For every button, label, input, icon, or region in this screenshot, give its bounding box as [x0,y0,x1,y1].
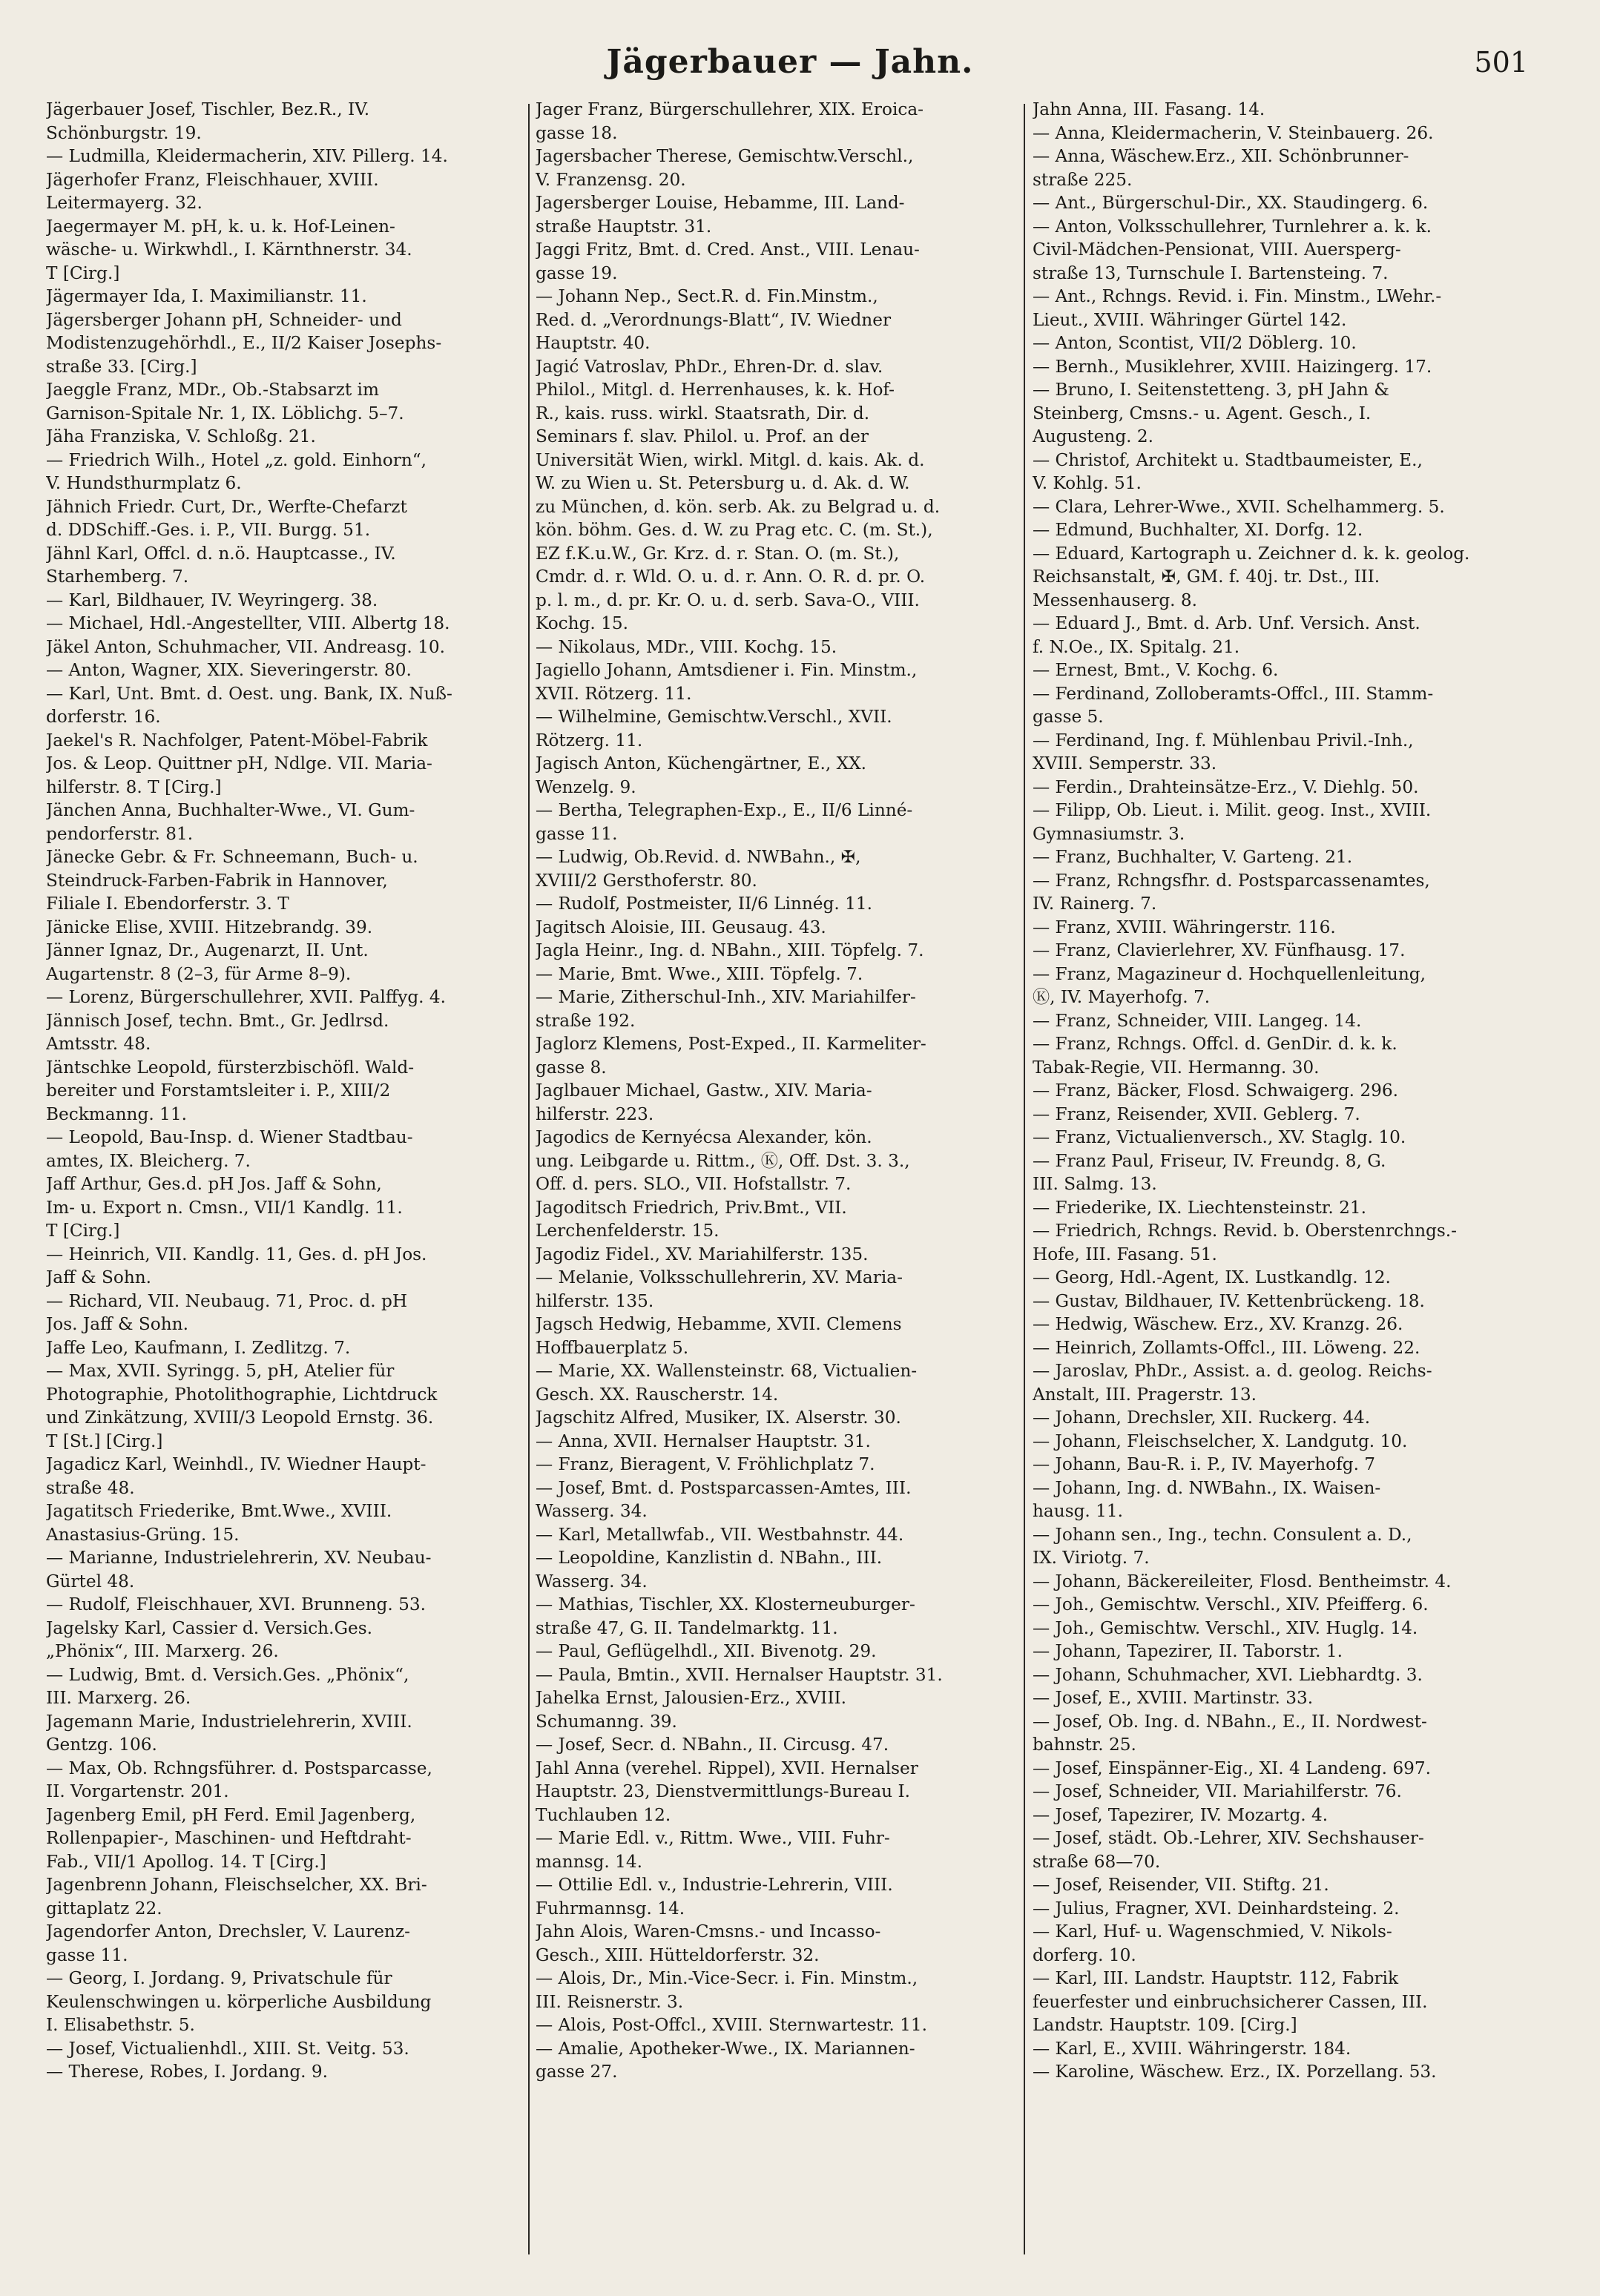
directory-line: Wenzelg. 9. [536,776,636,797]
directory-line: — Bruno, I. Seitenstetteng. 3, pH Jahn & [1033,380,1389,400]
directory-line: T [Cirg.] [46,1221,120,1241]
directory-line: — Franz, Rchngsfhr. d. Postsparcassenamtes, [1033,870,1430,891]
directory-line: Jager Franz, Bürgerschullehrer, XIX. Eroica- [536,99,924,119]
directory-line: Jäkel Anton, Schuhmacher, VII. Andreasg. 10. [46,636,446,657]
directory-line: — Josef, Ob. Ing. d. NBahn., E., II. Nordwest- [1033,1711,1427,1732]
directory-line: — Richard, VII. Neubaug. 71, Proc. d. pH [46,1290,408,1311]
directory-line: — Max, XVII. Syringg. 5, pH, Atelier für [46,1361,395,1381]
directory-line: — Franz, Victualienversch., XV. Staglg. 10. [1033,1127,1406,1147]
directory-line: Im- u. Export n. Cmsn., VII/1 Kandlg. 11. [46,1197,403,1218]
directory-line: III. Reisnerstr. 3. [536,1991,684,2012]
directory-line: Anstalt, III. Pragerstr. 13. [1033,1384,1257,1405]
column-divider [1024,104,1025,2254]
directory-line: Jagendorfer Anton, Drechsler, V. Laurenz- [46,1921,410,1942]
directory-line: Leitermayerg. 32. [46,193,203,213]
directory-line: — Georg, Hdl.-Agent, IX. Lustkandlg. 12. [1033,1267,1391,1287]
directory-line: Jaff & Sohn. [46,1267,152,1287]
directory-line: — Ludwig, Bmt. d. Versich.Ges. „Phönix“, [46,1664,409,1685]
directory-line: — Ferdin., Drahteinsätze-Erz., V. Diehlg. 50. [1033,776,1419,797]
directory-line: Hofe, III. Fasang. 51. [1033,1244,1217,1264]
directory-line: Civil-Mädchen-Pensionat, VIII. Auersperg- [1033,240,1401,260]
directory-line: Jaeggle Franz, MDr., Ob.-Stabsarzt im [46,380,379,400]
directory-line: — Friederike, IX. Liechtensteinstr. 21. [1033,1197,1366,1218]
directory-line: — Heinrich, VII. Kandlg. 11, Ges. d. pH Jos. [46,1244,427,1264]
directory-line: — Karl, Metallwfab., VII. Westbahnstr. 44. [536,1524,904,1545]
directory-line: — Friedrich, Rchngs. Revid. b. Oberstenrchngs.- [1033,1221,1457,1241]
directory-line: — Franz, Magazineur d. Hochquellenleitung, [1033,963,1426,984]
directory-line: Jänecke Gebr. & Fr. Schneemann, Buch- u. [46,847,418,867]
directory-line: dorferg. 10. [1033,1944,1136,1965]
directory-line: Seminars f. slav. Philol. u. Prof. an der [536,426,869,446]
directory-line: Jänchen Anna, Buchhalter-Wwe., VI. Gum- [46,800,415,820]
directory-line: W. zu Wien u. St. Petersburg u. d. Ak. d. W. [536,473,910,493]
directory-line: dorferstr. 16. [46,707,161,727]
directory-line: amtes, IX. Bleicherg. 7. [46,1150,251,1171]
directory-line: IV. Rainerg. 7. [1033,894,1157,914]
directory-line: kön. böhm. Ges. d. W. zu Prag etc. C. (m. St.), [536,520,933,540]
directory-line: — Eduard, Kartograph u. Zeichner d. k. k. geolog. [1033,543,1470,564]
directory-line: Jägersberger Johann pH, Schneider- und [46,309,402,330]
directory-line: — Marie, XX. Wallensteinstr. 68, Victualien- [536,1361,918,1381]
directory-line: — Alois, Post-Offcl., XVIII. Sternwartestr. 11. [536,2015,927,2035]
directory-line: Augusteng. 2. [1033,426,1154,446]
directory-line: Jagschitz Alfred, Musiker, IX. Alserstr. 30. [536,1408,901,1428]
directory-line: hausg. 11. [1033,1501,1124,1521]
directory-line: — Josef, Schneider, VII. Mariahilferstr. 76. [1033,1781,1402,1801]
directory-line: Jagoditsch Friedrich, Priv.Bmt., VII. [536,1197,847,1218]
directory-line: Jägermayer Ida, I. Maximilianstr. 11. [46,286,367,306]
directory-line: feuerfester und einbruchsicherer Cassen, III. [1033,1991,1428,2012]
directory-line: — Karl, Unt. Bmt. d. Oest. ung. Bank, IX. Nuß- [46,683,452,704]
directory-line: — Eduard J., Bmt. d. Arb. Unf. Versich. Anst. [1033,613,1420,633]
directory-line: — Karl, Bildhauer, IV. Weyringerg. 38. [46,590,378,610]
directory-line: — Filipp, Ob. Lieut. i. Milit. geog. Inst., XVIII. [1033,800,1432,820]
directory-line: Jagiello Johann, Amtsdiener i. Fin. Minstm., [536,660,918,680]
directory-line: — Johann, Fleischselcher, X. Landgutg. 10. [1033,1431,1408,1451]
directory-line: — Marianne, Industrielehrerin, XV. Neubau- [46,1548,432,1568]
directory-line: — Leopoldine, Kanzlistin d. NBahn., III. [536,1548,883,1568]
directory-line: „Phönix“, III. Marxerg. 26. [46,1641,279,1661]
directory-line: — Ferdinand, Ing. f. Mühlenbau Privil.-Inh., [1033,730,1414,751]
directory-line: — Josef, Victualienhdl., XIII. St. Veitg. 53. [46,2038,409,2059]
directory-line: — Heinrich, Zollamts-Offcl., III. Löweng. 22. [1033,1337,1420,1358]
directory-line: Hauptstr. 40. [536,333,651,353]
directory-line: — Franz, Bäcker, Flosd. Schwaigerg. 296. [1033,1081,1399,1101]
directory-line: hilferstr. 135. [536,1290,654,1311]
directory-line: XVIII. Semperstr. 33. [1033,753,1217,773]
directory-line: EZ f.K.u.W., Gr. Krz. d. r. Stan. O. (m. St.), [536,543,900,564]
directory-line: — Karl, E., XVIII. Währingerstr. 184. [1033,2038,1352,2059]
directory-line: — Rudolf, Fleischhauer, XVI. Brunneng. 53. [46,1594,427,1614]
directory-line: Lerchenfelderstr. 15. [536,1221,720,1241]
directory-line: straße 225. [1033,169,1133,190]
directory-line: Schumanng. 39. [536,1711,677,1732]
directory-line: Gymnasiumstr. 3. [1033,823,1185,844]
directory-line: — Josef, Tapezirer, IV. Mozartg. 4. [1033,1804,1329,1825]
directory-line: Schönburgstr. 19. [46,122,202,143]
directory-line: Jagodics de Kernyécsa Alexander, kön. [536,1127,872,1147]
directory-line: — Anna, Wäschew.Erz., XII. Schönbrunner- [1033,146,1409,166]
directory-line: Gentzg. 106. [46,1735,157,1755]
directory-line: — Therese, Robes, I. Jordang. 9. [46,2062,329,2082]
directory-line: — Edmund, Buchhalter, XI. Dorfg. 12. [1033,520,1363,540]
directory-line: — Franz Paul, Friseur, IV. Freundg. 8, G. [1033,1150,1386,1171]
directory-line: — Melanie, Volksschullehrerin, XV. Maria- [536,1267,903,1287]
directory-line: Off. d. pers. SLO., VII. Hofstallstr. 7. [536,1174,852,1194]
directory-line: — Friedrich Wilh., Hotel „z. gold. Einhorn“, [46,449,427,470]
directory-line: Jagadicz Karl, Weinhdl., IV. Wiedner Haupt- [46,1454,427,1474]
directory-line: — Johann, Bäckereileiter, Flosd. Bentheimstr. 4. [1033,1571,1452,1591]
directory-line: — Marie Edl. v., Rittm. Wwe., VIII. Fuhr- [536,1828,890,1848]
directory-line: Keulenschwingen u. körperliche Ausbildung [46,1991,432,2012]
directory-line: V. Kohlg. 51. [1033,473,1142,493]
directory-line: — Anna, Kleidermacherin, V. Steinbauerg. 26. [1033,122,1434,143]
directory-line: straße 33. [Cirg.] [46,356,197,377]
directory-line: Hoffbauerplatz 5. [536,1337,689,1358]
directory-line: — Ludmilla, Kleidermacherin, XIV. Pillerg. 14. [46,146,448,166]
directory-line: — Michael, Hdl.-Angestellter, VIII. Albertg 18. [46,613,450,633]
directory-line: mannsg. 14. [536,1851,643,1872]
directory-line: Jänicke Elise, XVIII. Hitzebrandg. 39. [46,917,373,937]
directory-line: — Franz, Schneider, VIII. Langeg. 14. [1033,1010,1362,1031]
directory-line: Jahn Alois, Waren-Cmsns.- und Incasso- [536,1921,881,1942]
directory-line: R., kais. russ. wirkl. Staatsrath, Dir. d. [536,403,870,423]
directory-line: straße 192. [536,1010,636,1031]
directory-line: Jägerhofer Franz, Fleischhauer, XVIII. [46,169,379,190]
directory-line: — Paula, Bmtin., XVII. Hernalser Hauptstr. 31. [536,1664,943,1685]
directory-line: pendorferstr. 81. [46,823,194,844]
directory-line: — Johann sen., Ing., techn. Consulent a. D., [1033,1524,1412,1545]
directory-line: Jänner Ignaz, Dr., Augenarzt, II. Unt. [46,940,369,960]
column-divider [528,104,530,2254]
directory-line: Jahelka Ernst, Jalousien-Erz., XVIII. [536,1688,847,1708]
directory-line: — Johann, Tapezirer, II. Taborstr. 1. [1033,1641,1343,1661]
directory-line: Hauptstr. 23, Dienstvermittlungs-Bureau I. [536,1781,911,1801]
directory-line: — Johann, Bau-R. i. P., IV. Mayerhofg. 7 [1033,1454,1376,1474]
directory-line: — Jaroslav, PhDr., Assist. a. d. geolog. Reichs- [1033,1361,1432,1381]
directory-line: gittaplatz 22. [46,1898,162,1919]
directory-line: Jagatitsch Friederike, Bmt.Wwe., XVIII. [46,1501,392,1521]
directory-line: Jaglbauer Michael, Gastw., XIV. Maria- [536,1081,872,1101]
directory-line: Jagelsky Karl, Cassier d. Versich.Ges. [46,1617,372,1638]
directory-line: Filiale I. Ebendorferstr. 3. T [46,894,289,914]
directory-line: Rollenpapier-, Maschinen- und Heftdraht- [46,1828,412,1848]
directory-line: XVII. Rötzerg. 11. [536,683,692,704]
directory-line: — Josef, städt. Ob.-Lehrer, XIV. Sechshauser- [1033,1828,1424,1848]
directory-line: Jagisch Anton, Küchengärtner, E., XX. [536,753,866,773]
directory-line: Gesch. XX. Rauscherstr. 14. [536,1384,779,1405]
directory-line: straße 48. [46,1477,135,1498]
directory-line: — Bernh., Musiklehrer, XVIII. Haizingerg. 17. [1033,356,1432,377]
directory-line: — Franz, XVIII. Währingerstr. 116. [1033,917,1336,937]
directory-line: gasse 11. [536,823,618,844]
directory-line: V. Hundsthurmplatz 6. [46,473,242,493]
directory-line: Jagla Heinr., Ing. d. NBahn., XIII. Töpfelg. 7. [536,940,924,960]
directory-line: Garnison-Spitale Nr. 1, IX. Löblichg. 5–7. [46,403,404,423]
directory-line: Jagersbacher Therese, Gemischtw.Verschl., [536,146,914,166]
page-number: 501 [1474,46,1528,79]
directory-line: — Ferdinand, Zolloberamts-Offcl., III. Stamm- [1033,683,1434,704]
directory-line: — Leopold, Bau-Insp. d. Wiener Stadtbau- [46,1127,413,1147]
directory-line: Gürtel 48. [46,1571,135,1591]
directory-line: — Max, Ob. Rchngsführer. d. Postsparcasse, [46,1758,432,1778]
directory-line: gasse 8. [536,1057,607,1078]
directory-line: III. Marxerg. 26. [46,1688,191,1708]
directory-line: — Lorenz, Bürgerschullehrer, XVII. Palffyg. 4. [46,987,447,1007]
directory-line: — Mathias, Tischler, XX. Klosterneuburger- [536,1594,915,1614]
directory-line: — Joh., Gemischtw. Verschl., XIV. Pfeifferg. 6. [1033,1594,1429,1614]
directory-line: I. Elisabethstr. 5. [46,2015,195,2035]
directory-line: d. DDSchiff.-Ges. i. P., VII. Burgg. 51. [46,520,371,540]
directory-line: — Alois, Dr., Min.-Vice-Secr. i. Fin. Minstm., [536,1968,918,1988]
directory-line: Landstr. Hauptstr. 109. [Cirg.] [1033,2015,1297,2035]
directory-line: — Christof, Architekt u. Stadtbaumeister, E., [1033,449,1423,470]
directory-line: Jahl Anna (verehel. Rippel), XVII. Hernalser [536,1758,918,1778]
directory-line: T [St.] [Cirg.] [46,1431,163,1451]
directory-line: Jaff Arthur, Ges.d. pH Jos. Jaff & Sohn, [46,1174,382,1194]
directory-line: Jagitsch Aloisie, III. Geusaug. 43. [536,917,826,937]
directory-line: Jännisch Josef, techn. Bmt., Gr. Jedlrsd. [46,1010,389,1031]
directory-line: — Marie, Zitherschul-Inh., XIV. Mariahilfer- [536,987,916,1007]
directory-line: Jos. & Leop. Quittner pH, Ndlge. VII. Maria- [46,753,432,773]
directory-line: — Johann, Drechsler, XII. Ruckerg. 44. [1033,1408,1371,1428]
directory-line: Jahn Anna, III. Fasang. 14. [1033,99,1265,119]
directory-line: — Josef, Einspänner-Eig., XI. 4 Landeng. 697. [1033,1758,1431,1778]
directory-line: Ⓚ, IV. Mayerhofg. 7. [1033,987,1211,1007]
page-title: Jägerbauer — Jahn. [606,43,974,81]
directory-line: hilferstr. 8. T [Cirg.] [46,776,222,797]
directory-line: Wasserg. 34. [536,1501,648,1521]
directory-line: Jagenbrenn Johann, Fleischselcher, XX. Bri- [46,1875,427,1895]
directory-line: ung. Leibgarde u. Rittm., Ⓚ, Off. Dst. 3. 3., [536,1150,910,1171]
directory-line: straße 13, Turnschule I. Bartensteing. 7. [1033,263,1389,283]
directory-line: Anastasius-Grüng. 15. [46,1524,240,1545]
directory-line: — Franz, Buchhalter, V. Garteng. 21. [1033,847,1353,867]
directory-line: Fab., VII/1 Apollog. 14. T [Cirg.] [46,1851,326,1872]
directory-line: Jagodiz Fidel., XV. Mariahilferstr. 135. [536,1244,869,1264]
directory-line: Wasserg. 34. [536,1571,648,1591]
directory-line: Augartenstr. 8 (2–3, für Arme 8–9). [46,963,352,984]
directory-line: XVIII/2 Gersthoferstr. 80. [536,870,757,891]
directory-line: — Franz, Reisender, XVII. Geblerg. 7. [1033,1104,1360,1124]
directory-line: — Anton, Scontist, VII/2 Döblerg. 10. [1033,333,1357,353]
directory-line: f. N.Oe., IX. Spitalg. 21. [1033,636,1240,657]
directory-line: gasse 27. [536,2062,618,2082]
directory-line: Kochg. 15. [536,613,629,633]
directory-line: — Hedwig, Wäschew. Erz., XV. Kranzg. 26. [1033,1314,1403,1334]
directory-line: straße 47, G. II. Tandelmarktg. 11. [536,1617,838,1638]
directory-line: — Anton, Volksschullehrer, Turnlehrer a. k. k. [1033,216,1432,237]
directory-line: Amtsstr. 48. [46,1034,151,1054]
directory-line: Jaffe Leo, Kaufmann, I. Zedlitzg. 7. [46,1337,351,1358]
directory-line: gasse 19. [536,263,618,283]
directory-line: straße Hauptstr. 31. [536,216,712,237]
directory-line: — Ottilie Edl. v., Industrie-Lehrerin, VIII. [536,1875,893,1895]
column-right [1033,98,1507,2263]
directory-line: Jagsch Hedwig, Hebamme, XVII. Clemens [536,1314,902,1334]
directory-line: — Joh., Gemischtw. Verschl., XIV. Huglg. 14. [1033,1617,1418,1638]
directory-line: III. Salmg. 13. [1033,1174,1157,1194]
directory-line: Steinberg, Cmsns.- u. Agent. Gesch., I. [1033,403,1372,423]
directory-line: — Rudolf, Postmeister, II/6 Linnég. 11. [536,894,872,914]
directory-line: Jagemann Marie, Industrielehrerin, XVIII. [46,1711,412,1732]
directory-line: — Franz, Bieragent, V. Fröhlichplatz 7. [536,1454,875,1474]
directory-line: — Amalie, Apotheker-Wwe., IX. Mariannen- [536,2038,915,2059]
column-middle [536,98,1010,2263]
directory-line: — Anna, XVII. Hernalser Hauptstr. 31. [536,1431,871,1451]
directory-line: Jagersberger Louise, Hebamme, III. Land- [536,193,905,213]
directory-line: Tabak-Regie, VII. Hermanng. 30. [1033,1057,1320,1078]
directory-line: — Karoline, Wäschew. Erz., IX. Porzellang. 53. [1033,2062,1437,2082]
directory-line: p. l. m., d. pr. Kr. O. u. d. serb. Sava-O., VIII. [536,590,920,610]
column-left [46,98,521,2263]
directory-line: — Clara, Lehrer-Wwe., XVII. Schelhammerg. 5. [1033,496,1445,517]
directory-line: Jaggi Fritz, Bmt. d. Cred. Anst., VIII. Lenau- [536,240,920,260]
directory-line: Jagenberg Emil, pH Ferd. Emil Jagenberg, [46,1804,416,1825]
directory-line: hilferstr. 223. [536,1104,654,1124]
directory-line: Lieut., XVIII. Währinger Gürtel 142. [1033,309,1347,330]
directory-line: Cmdr. d. r. Wld. O. u. d. r. Ann. O. R. d. pr. O. [536,567,926,587]
directory-line: — Josef, E., XVIII. Martinstr. 33. [1033,1688,1314,1708]
directory-line: Jäntschke Leopold, fürsterzbischöfl. Wald- [46,1057,415,1078]
directory-line: Jaegermayer M. pH, k. u. k. Hof-Leinen- [46,216,395,237]
page-header [52,39,1528,90]
directory-line: zu München, d. kön. serb. Ak. zu Belgrad u. d. [536,496,941,517]
directory-line: — Josef, Reisender, VII. Stiftg. 21. [1033,1875,1329,1895]
directory-line: gasse 5. [1033,707,1104,727]
directory-line: Universität Wien, wirkl. Mitgl. d. kais. Ak. d. [536,449,925,470]
directory-line: — Johann, Schuhmacher, XVI. Liebhardtg. 3. [1033,1664,1423,1685]
directory-line: Reichsanstalt, ✠, GM. f. 40j. tr. Dst., III. [1033,567,1380,587]
directory-line: Starhemberg. 7. [46,567,189,587]
directory-line: bereiter und Forstamtsleiter i. P., XIII/2 [46,1081,391,1101]
directory-line: Steindruck-Farben-Fabrik in Hannover, [46,870,388,891]
directory-line: Beckmanng. 11. [46,1104,187,1124]
directory-line: Jagić Vatroslav, PhDr., Ehren-Dr. d. slav. [536,356,883,377]
directory-line: gasse 11. [46,1944,128,1965]
directory-line: V. Franzensg. 20. [536,169,686,190]
directory-line: und Zinkätzung, XVIII/3 Leopold Ernstg. 36. [46,1408,434,1428]
directory-line: — Josef, Secr. d. NBahn., II. Circusg. 47. [536,1735,889,1755]
directory-line: — Karl, Huf- u. Wagenschmied, V. Nikols- [1033,1921,1392,1942]
directory-line: Jähnl Karl, Offcl. d. n.ö. Hauptcasse., IV. [46,543,396,564]
directory-line: Rötzerg. 11. [536,730,643,751]
directory-line: — Gustav, Bildhauer, IV. Kettenbrückeng. 18. [1033,1290,1425,1311]
directory-line: — Franz, Rchngs. Offcl. d. GenDir. d. k. k. [1033,1034,1397,1054]
directory-line: Gesch., XIII. Hütteldorferstr. 32. [536,1944,820,1965]
directory-line: — Paul, Geflügelhdl., XII. Bivenotg. 29. [536,1641,877,1661]
directory-line: bahnstr. 25. [1033,1735,1136,1755]
directory-line: — Ludwig, Ob.Revid. d. NWBahn., ✠, [536,847,861,867]
directory-line: — Johann Nep., Sect.R. d. Fin.Minstm., [536,286,878,306]
directory-line: IX. Viriotg. 7. [1033,1548,1150,1568]
directory-line: — Bertha, Telegraphen-Exp., E., II/6 Linné- [536,800,913,820]
directory-line: Fuhrmannsg. 14. [536,1898,685,1919]
directory-line: — Karl, III. Landstr. Hauptstr. 112, Fabrik [1033,1968,1399,1988]
directory-line: wäsche- u. Wirkwhdl., I. Kärnthnerstr. 34. [46,240,412,260]
directory-line: Jaglorz Klemens, Post-Exped., II. Karmeliter- [536,1034,926,1054]
directory-line: Jägerbauer Josef, Tischler, Bez.R., IV. [46,99,370,119]
directory-line: — Marie, Bmt. Wwe., XIII. Töpfelg. 7. [536,963,863,984]
directory-line: — Nikolaus, MDr., VIII. Kochg. 15. [536,636,837,657]
directory-line: Tuchlauben 12. [536,1804,671,1825]
directory-line: gasse 18. [536,122,618,143]
directory-line: — Georg, I. Jordang. 9, Privatschule für [46,1968,392,1988]
directory-line: — Franz, Clavierlehrer, XV. Fünfhausg. 17. [1033,940,1406,960]
directory-line: — Ernest, Bmt., V. Kochg. 6. [1033,660,1279,680]
directory-line: — Johann, Ing. d. NWBahn., IX. Waisen- [1033,1477,1381,1498]
directory-line: Jos. Jaff & Sohn. [46,1314,188,1334]
directory-line: Jähnich Friedr. Curt, Dr., Werfte-Chefarzt [46,496,407,517]
directory-line: — Ant., Bürgerschul-Dir., XX. Staudingerg. 6. [1033,193,1429,213]
directory-line: — Wilhelmine, Gemischtw.Verschl., XVII. [536,707,892,727]
directory-line: T [Cirg.] [46,263,120,283]
directory-line: — Julius, Fragner, XVI. Deinhardsteing. 2. [1033,1898,1400,1919]
directory-line: Jaekel's R. Nachfolger, Patent-Möbel-Fabrik [46,730,428,751]
directory-line: Philol., Mitgl. d. Herrenhauses, k. k. Hof- [536,380,895,400]
directory-line: Jäha Franziska, V. Schloßg. 21. [46,426,316,446]
directory-line: Messenhauserg. 8. [1033,590,1198,610]
directory-line: II. Vorgartenstr. 201. [46,1781,229,1801]
directory-line: Modistenzugehörhdl., E., II/2 Kaiser Josephs- [46,333,442,353]
directory-line: — Anton, Wagner, XIX. Sieveringerstr. 80. [46,660,412,680]
directory-line: straße 68—70. [1033,1851,1161,1872]
directory-line: Photographie, Photolithographie, Lichtdruck [46,1384,438,1405]
directory-line: — Josef, Bmt. d. Postsparcassen-Amtes, III. [536,1477,912,1498]
directory-line: Red. d. „Verordnungs-Blatt“, IV. Wiedner [536,309,892,330]
directory-line: — Ant., Rchngs. Revid. i. Fin. Minstm., LWehr.- [1033,286,1442,306]
